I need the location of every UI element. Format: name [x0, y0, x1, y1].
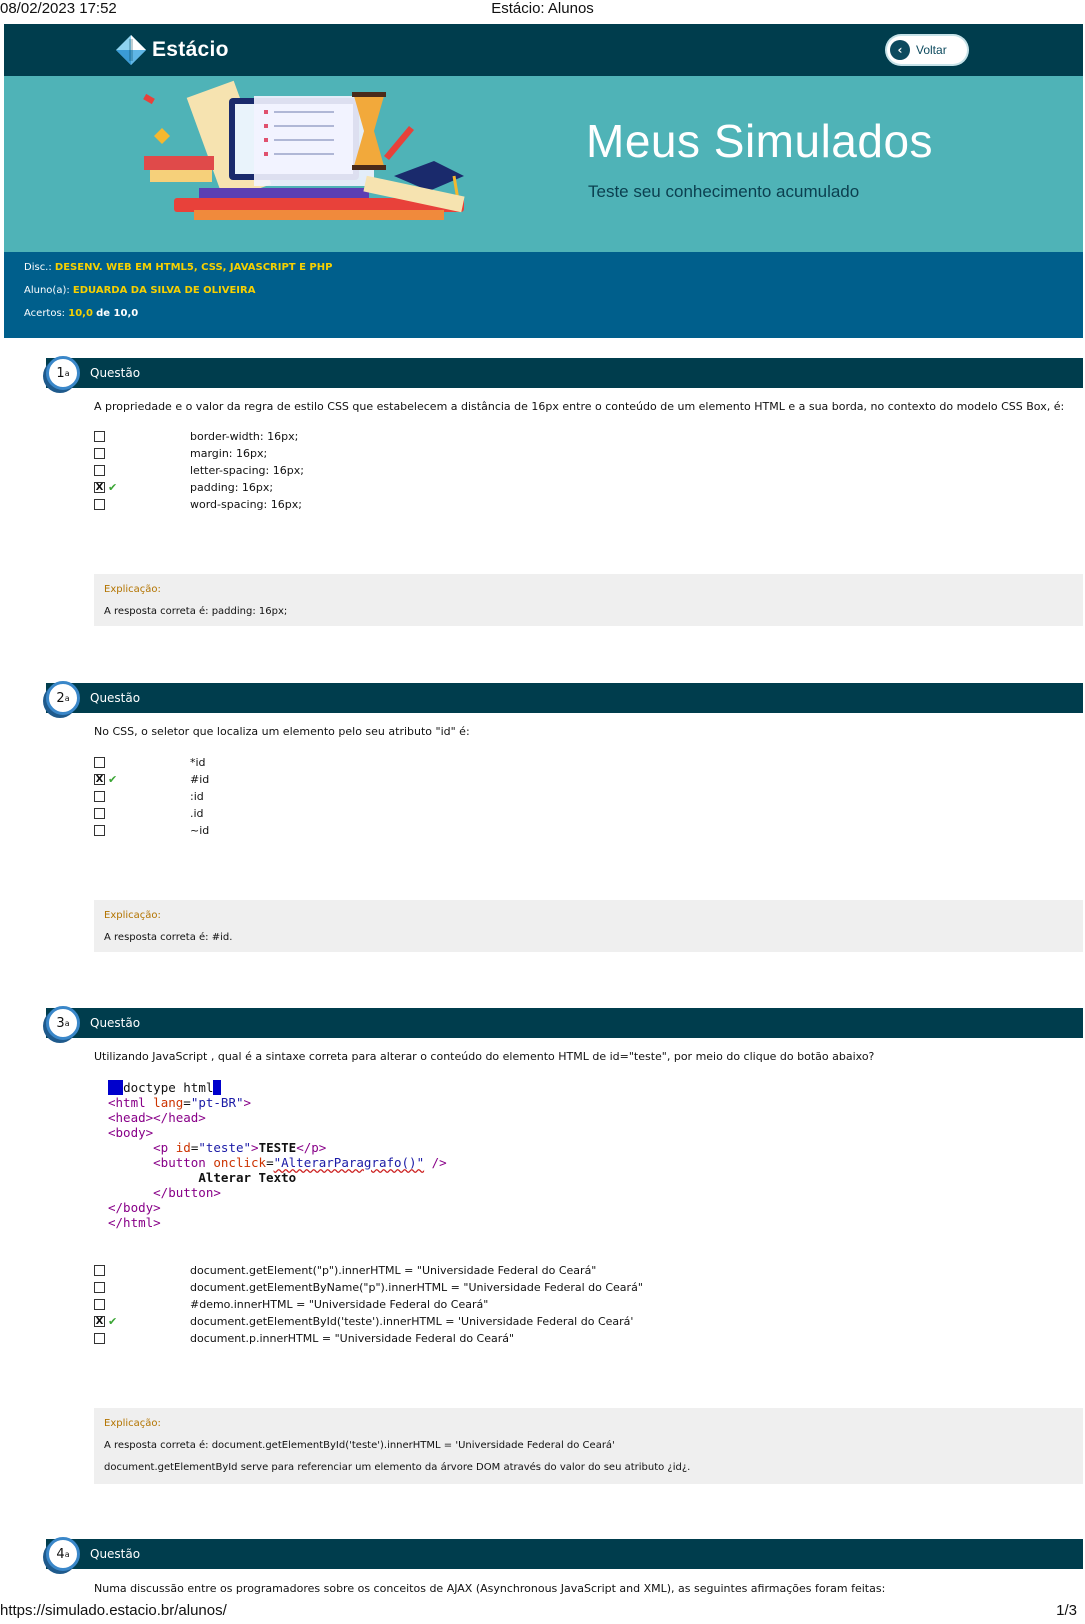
- option-text: letter-spacing: 16px;: [190, 464, 304, 477]
- option[interactable]: [94, 430, 994, 446]
- code-snippet-image: <!doctype html> <html lang="pt-BR"> <head></head> <body> <p id="teste">TESTE</p> <button onclick="AlterarParagrafo()" /> Alterar Texto </button> </body> </html>: [108, 1080, 447, 1230]
- student-info-panel: [4, 252, 1083, 338]
- chevron-left-icon: ‹: [890, 40, 910, 60]
- explanation-text: document.getElementById serve para referenciar um elemento da árvore DOM através do valor do seu atributo ¿id¿.: [104, 1462, 691, 1473]
- option-text: :id: [190, 790, 204, 803]
- question-header: [46, 1539, 1083, 1569]
- option[interactable]: [94, 756, 994, 772]
- option[interactable]: [94, 1298, 994, 1314]
- option-text: *id: [190, 756, 206, 769]
- discipline-value: DESENV. WEB EM HTML5, CSS, JAVASCRIPT E PHP: [54, 262, 333, 273]
- question-label: Questão: [90, 1016, 141, 1030]
- back-button[interactable]: [887, 36, 967, 64]
- checkbox[interactable]: [94, 465, 105, 476]
- option[interactable]: [94, 807, 994, 823]
- checkbox[interactable]: [94, 1333, 105, 1344]
- code-token: <head></head>: [108, 1110, 206, 1125]
- explanation-text: A resposta correta é: #id.: [104, 932, 233, 943]
- option[interactable]: [94, 498, 994, 514]
- option[interactable]: [94, 1281, 994, 1297]
- ordinal-mark: a: [64, 693, 70, 703]
- code-token: "teste": [198, 1140, 252, 1155]
- checkbox[interactable]: [94, 1299, 105, 1310]
- code-token: id: [175, 1140, 191, 1155]
- code-token: "pt-BR": [190, 1095, 244, 1110]
- explanation-text: A resposta correta é: padding: 16px;: [104, 606, 288, 617]
- explanation-label: Explicação:: [104, 1418, 161, 1429]
- student-name: EDUARDA DA SILVA DE OLIVEIRA: [72, 285, 256, 296]
- question-number-badge: [46, 1537, 80, 1571]
- checkbox[interactable]: [94, 448, 105, 459]
- question-number: 3: [56, 1015, 65, 1031]
- option[interactable]: [94, 1332, 994, 1348]
- question-number-badge: [46, 1006, 80, 1040]
- code-token: </html>: [108, 1215, 161, 1230]
- option[interactable]: [94, 790, 994, 806]
- code-token: TESTE: [258, 1140, 297, 1155]
- question-text: Utilizando JavaScript , qual é a sintaxe correta para alterar o conteúdo do elemento HTML de id="teste", por meio do clique do botão abaixo?: [94, 1050, 875, 1063]
- score-total: de 10,0: [96, 308, 139, 319]
- option[interactable]: [94, 464, 994, 480]
- check-mark-icon: ✔: [108, 481, 118, 494]
- question-text: No CSS, o seletor que localiza um elemento pelo seu atributo "id" é:: [94, 725, 470, 738]
- discipline-row: [24, 262, 332, 273]
- option-text: document.getElement("p").innerHTML = "Universidade Federal do Ceará": [190, 1264, 597, 1277]
- code-token: "AlterarParagrafo()": [273, 1155, 425, 1170]
- code-highlight: <!: [108, 1080, 124, 1095]
- option-text: padding: 16px;: [190, 481, 274, 494]
- option-text: document.getElementById('teste').innerHTML = 'Universidade Federal do Ceará': [190, 1315, 634, 1328]
- question-number: 1: [56, 365, 65, 381]
- checkbox[interactable]: [94, 1282, 105, 1293]
- code-doctype: doctype html: [123, 1080, 214, 1095]
- discipline-label: Disc.:: [24, 262, 52, 273]
- question-number: 4: [56, 1546, 65, 1562]
- option-text: margin: 16px;: [190, 447, 268, 460]
- code-token: Alterar Texto: [198, 1170, 297, 1185]
- code-token: <p: [153, 1140, 169, 1155]
- question-header: [46, 1008, 1083, 1038]
- question-header: [46, 683, 1083, 713]
- score-row: [24, 308, 138, 319]
- study-illustration: [134, 76, 494, 252]
- code-token: </button>: [153, 1185, 221, 1200]
- page-subtitle: Teste seu conhecimento acumulado: [588, 182, 860, 201]
- code-token: </p>: [296, 1140, 327, 1155]
- explanation-box: [94, 574, 1083, 626]
- hero-banner: [4, 76, 1083, 252]
- print-date: 08/02/2023 17:52: [0, 0, 117, 17]
- code-token: lang: [153, 1095, 184, 1110]
- option-selected[interactable]: [94, 1315, 994, 1331]
- print-url: https://simulado.estacio.br/alunos/: [0, 1602, 227, 1619]
- option-text: #id: [190, 773, 210, 786]
- explanation-box: [94, 1408, 1083, 1484]
- top-bar: [4, 24, 1083, 76]
- estacio-logo[interactable]: [116, 34, 229, 66]
- page-title: Meus Simulados: [586, 115, 934, 167]
- code-highlight: >: [213, 1080, 221, 1095]
- code-token: <html: [108, 1095, 146, 1110]
- question-number-badge: [46, 356, 80, 390]
- student-row: [24, 285, 255, 296]
- explanation-box: [94, 900, 1083, 952]
- checkbox[interactable]: [94, 791, 105, 802]
- option-text: word-spacing: 16px;: [190, 498, 302, 511]
- ordinal-mark: a: [64, 1549, 70, 1559]
- code-token: <body>: [108, 1125, 154, 1140]
- print-footer: [0, 1602, 1085, 1624]
- option[interactable]: [94, 824, 994, 840]
- explanation-label: Explicação:: [104, 584, 161, 595]
- option-selected[interactable]: [94, 481, 994, 497]
- print-header: [0, 0, 1085, 24]
- question-label: Questão: [90, 1547, 141, 1561]
- checkbox[interactable]: [94, 825, 105, 836]
- option-text: .id: [190, 807, 204, 820]
- checkbox[interactable]: [94, 431, 105, 442]
- option-text: document.p.innerHTML = "Universidade Federal do Ceará": [190, 1332, 515, 1345]
- code-token: </body>: [108, 1200, 161, 1215]
- back-button-label: Voltar: [916, 43, 947, 57]
- question-number-badge: [46, 681, 80, 715]
- code-token: onclick: [213, 1155, 267, 1170]
- checkbox-checked[interactable]: X: [95, 482, 104, 493]
- question-text: A propriedade e o valor da regra de estilo CSS que estabelecem a distância de 16px entre o conteúdo de um elemento HTML e a sua borda, no contexto do modelo CSS Box, é:: [94, 400, 1065, 413]
- print-page-number: 1/3: [1056, 1602, 1077, 1619]
- question-label: Questão: [90, 366, 141, 380]
- score-label: Acertos:: [24, 308, 66, 319]
- checkbox[interactable]: [94, 499, 105, 510]
- question-text: Numa discussão entre os programadores sobre os conceitos de AJAX (Asynchronous JavaScript and XML), as seguintes afirmações foram feitas:: [94, 1582, 886, 1595]
- ordinal-mark: a: [64, 1018, 70, 1028]
- checkbox-checked[interactable]: X: [95, 1316, 104, 1327]
- ordinal-mark: a: [64, 368, 70, 378]
- check-mark-icon: ✔: [108, 773, 118, 786]
- checkbox[interactable]: [94, 1265, 105, 1276]
- code-token: />: [424, 1155, 447, 1170]
- checkbox[interactable]: [94, 808, 105, 819]
- checkbox-checked[interactable]: X: [95, 774, 104, 785]
- option-text: border-width: 16px;: [190, 430, 299, 443]
- option-text: ~id: [190, 824, 210, 837]
- diamond-logo-icon: [116, 35, 146, 65]
- explanation-label: Explicação:: [104, 910, 161, 921]
- explanation-text: A resposta correta é: document.getElementById('teste').innerHTML = 'Universidade Federal do Ceará': [104, 1440, 615, 1451]
- checkbox[interactable]: [94, 757, 105, 768]
- option[interactable]: [94, 1264, 994, 1280]
- brand-name: Estácio: [152, 38, 229, 61]
- question-header: [46, 358, 1083, 388]
- option-text: document.getElementByName("p").innerHTML = "Universidade Federal do Ceará": [190, 1281, 643, 1294]
- score-value: 10,0: [68, 308, 93, 319]
- code-token: <button: [153, 1155, 206, 1170]
- question-label: Questão: [90, 691, 141, 705]
- question-number: 2: [56, 690, 65, 706]
- check-mark-icon: ✔: [108, 1315, 118, 1328]
- student-label: Aluno(a):: [24, 285, 70, 296]
- option[interactable]: [94, 447, 994, 463]
- option-selected[interactable]: [94, 773, 994, 789]
- print-title: Estácio: Alunos: [491, 0, 594, 17]
- option-text: #demo.innerHTML = "Universidade Federal do Ceará": [190, 1298, 489, 1311]
